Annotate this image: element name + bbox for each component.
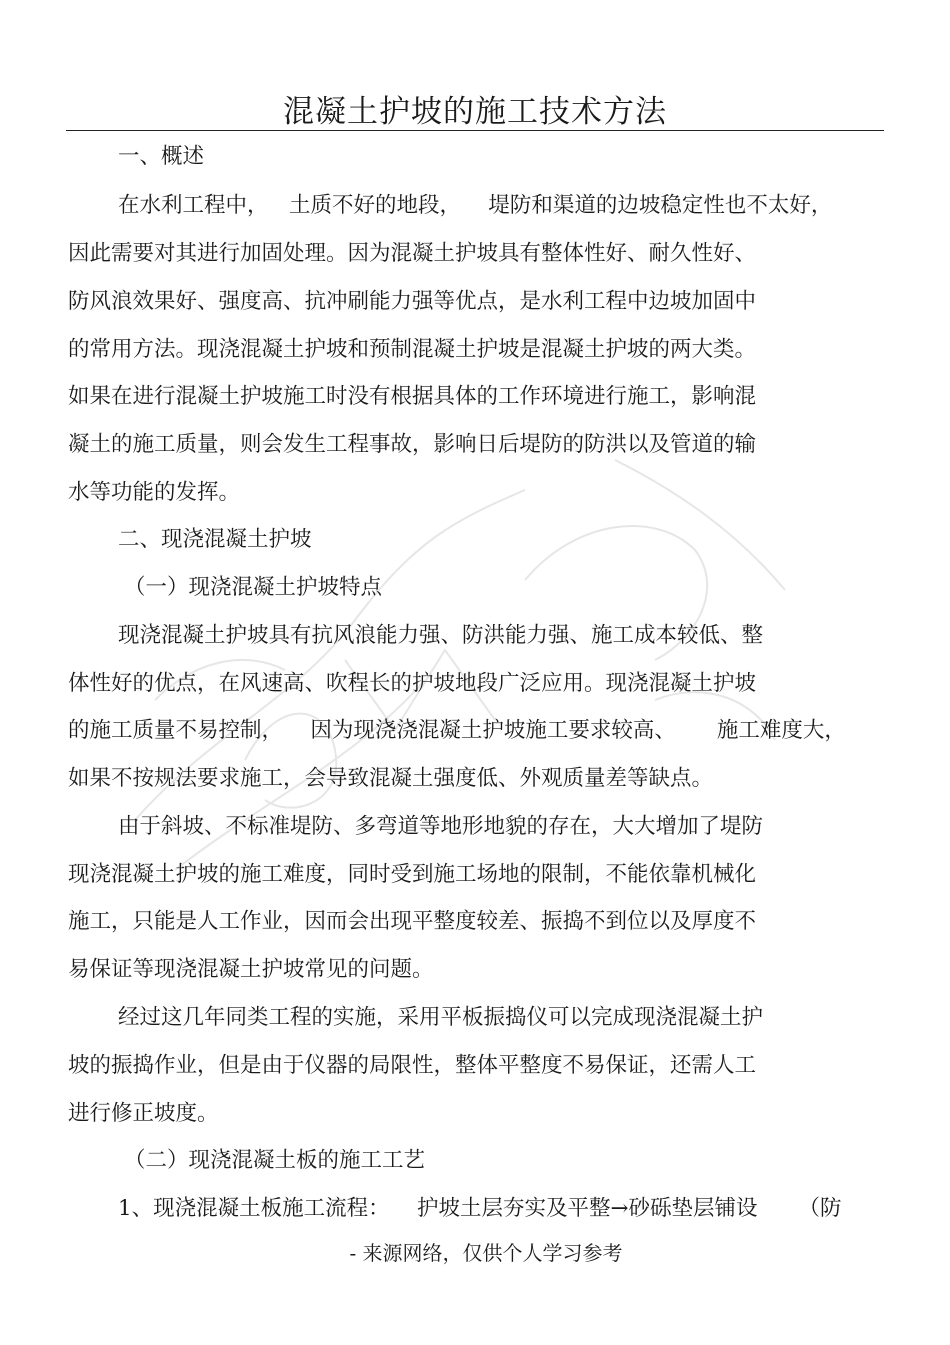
paragraph-line: 经过这几年同类工程的实施，采用平板振捣仪可以完成现浇混凝土护 xyxy=(118,1005,764,1030)
document-title: 混凝土护坡的施工技术方法 xyxy=(283,94,667,130)
paragraph-line: 现浇混凝土护坡具有抗风浪能力强、防洪能力强、施工成本较低、整 xyxy=(118,623,764,648)
paragraph-line: 1、现浇混凝土板施工流程： 护坡土层夯实及平整→砂砾垫层铺设 （防 xyxy=(118,1196,842,1221)
paragraph-line: 由于斜坡、不标准堤防、多弯道等地形地貌的存在，大大增加了堤防 xyxy=(118,814,764,839)
paragraph-line: 进行修正坡度。 xyxy=(68,1101,219,1126)
paragraph-line: 水等功能的发挥。 xyxy=(68,480,241,505)
paragraph-line: 凝土的施工质量，则会发生工程事故，影响日后堤防的防洪以及管道的输 xyxy=(68,432,757,457)
paragraph-line: 如果在进行混凝土护坡施工时没有根据具体的工作环境进行施工，影响混 xyxy=(68,384,757,409)
section-heading: 二、现浇混凝土护坡 xyxy=(118,527,312,552)
paragraph-line: 体性好的优点，在风速高、吹程长的护坡地段广泛应用。现浇混凝土护坡 xyxy=(68,671,757,696)
paragraph-line: 的施工质量不易控制， 因为现浇浇混凝土护坡施工要求较高、 施工难度大， xyxy=(68,718,846,743)
subsection-heading: （一）现浇混凝土护坡特点 xyxy=(124,575,383,600)
paragraph-line: 如果不按规法要求施工，会导致混凝土强度低、外观质量差等缺点。 xyxy=(68,766,714,791)
paragraph-line: 因此需要对其进行加固处理。因为混凝土护坡具有整体性好、耐久性好、 xyxy=(68,241,757,266)
paragraph-line: 的常用方法。现浇混凝土护坡和预制混凝土护坡是混凝土护坡的两大类。 xyxy=(68,337,757,362)
subsection-heading: （二）现浇混凝土板的施工工艺 xyxy=(124,1148,426,1173)
paragraph-line: 易保证等现浇混凝土护坡常见的问题。 xyxy=(68,957,434,982)
page-footer: - 来源网络，仅供个人学习参考 xyxy=(349,1241,623,1265)
title-block xyxy=(66,92,884,131)
paragraph-line: 现浇混凝土护坡的施工难度，同时受到施工场地的限制，不能依靠机械化 xyxy=(68,862,757,887)
paragraph-line: 防风浪效果好、强度高、抗冲刷能力强等优点，是水利工程中边坡加固中 xyxy=(68,289,757,314)
paragraph-line: 坡的振捣作业，但是由于仪器的局限性，整体平整度不易保证，还需人工 xyxy=(68,1053,757,1078)
section-heading: 一、概述 xyxy=(118,144,205,169)
paragraph-line: 在水利工程中， 土质不好的地段， 堤防和渠道的边坡稳定性也不太好， xyxy=(118,193,833,218)
paragraph-line: 施工，只能是人工作业，因而会出现平整度较差、振捣不到位以及厚度不 xyxy=(68,909,757,934)
